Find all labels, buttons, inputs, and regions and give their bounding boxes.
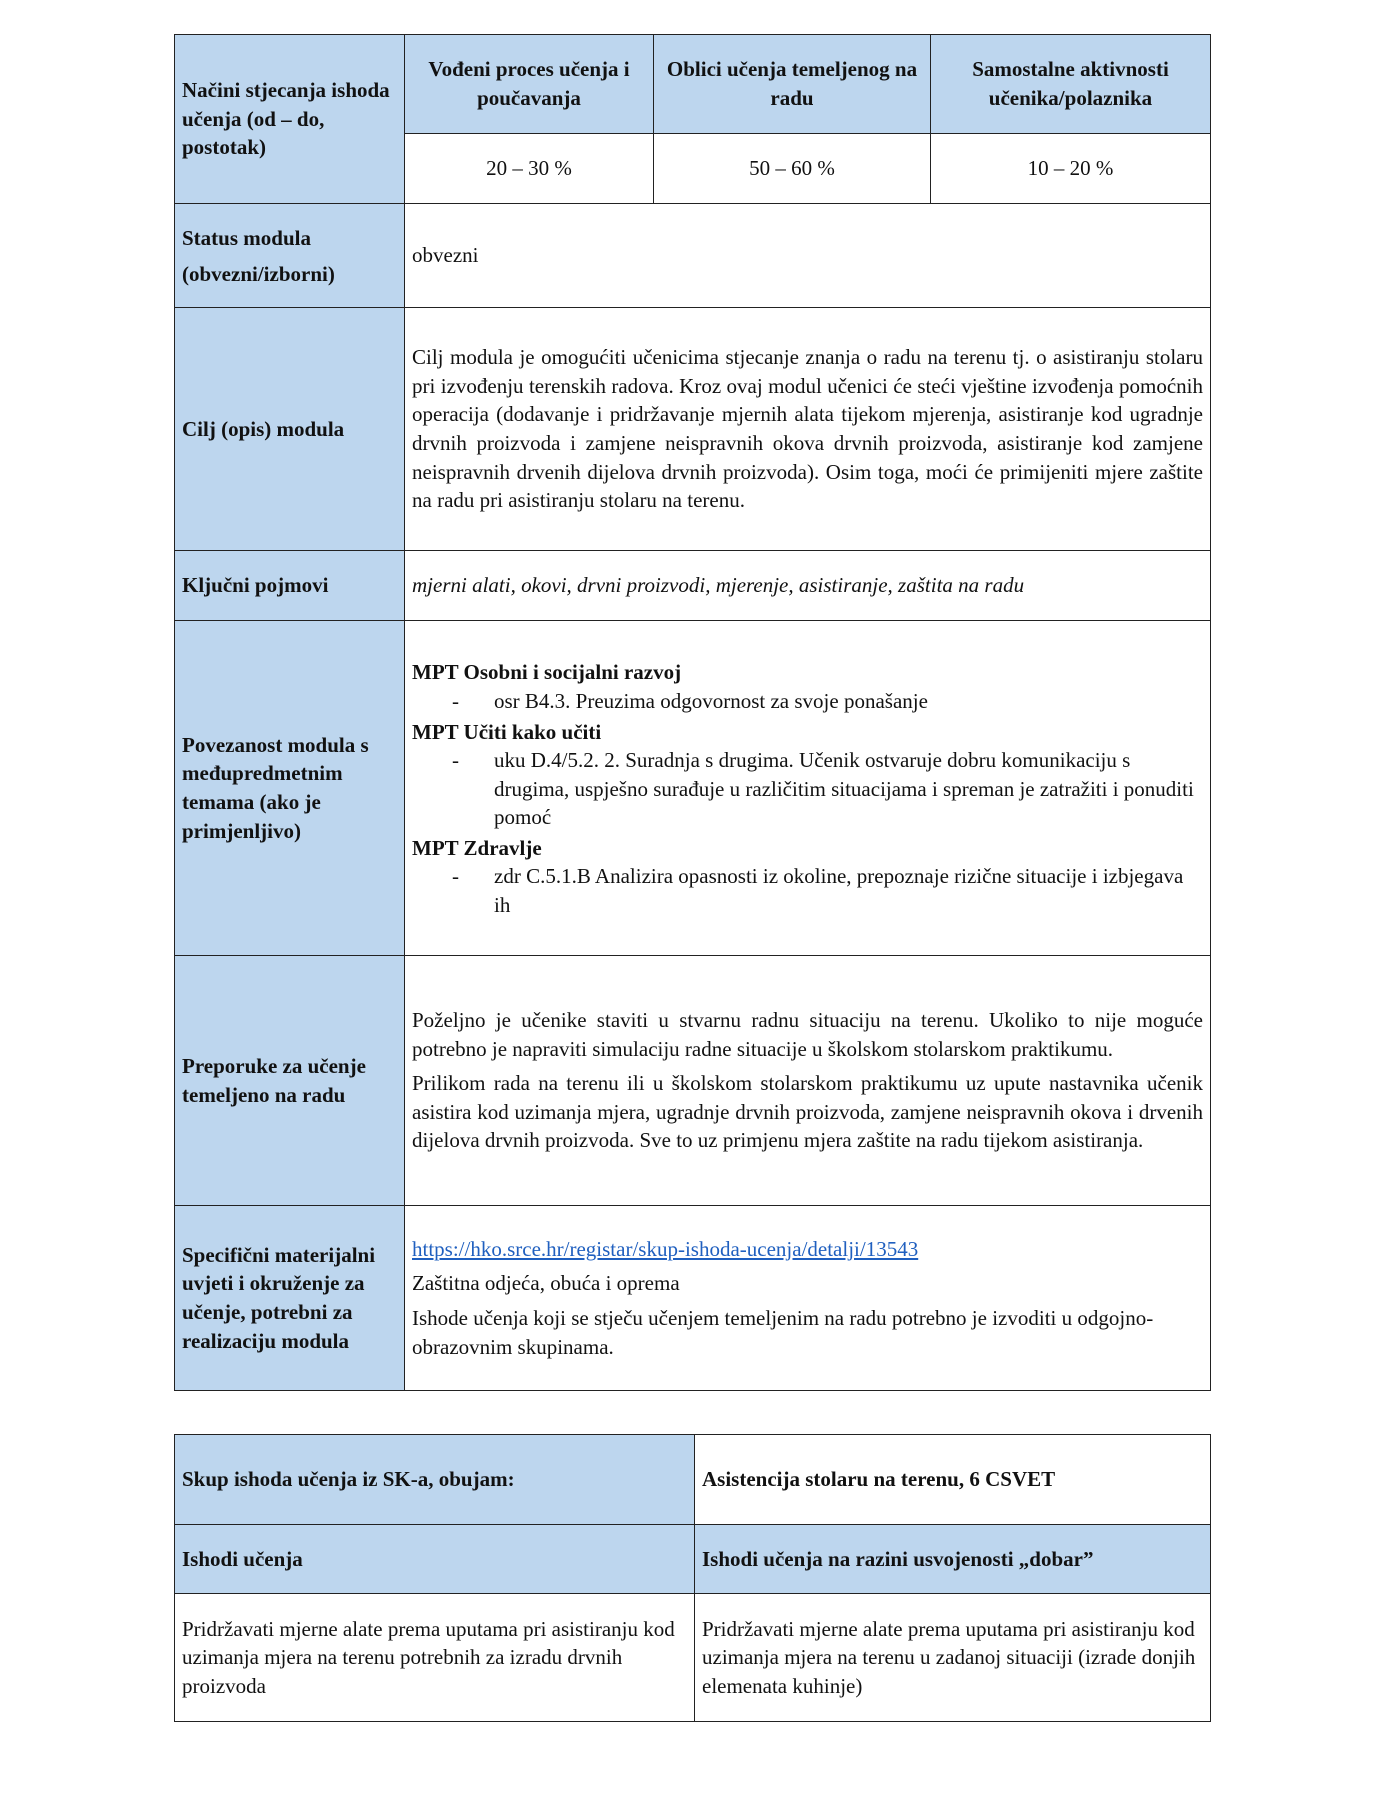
cilj-label: Cilj (opis) modula [175,308,405,551]
module-table [174,34,1211,1391]
kljucni-label: Ključni pojmovi [175,551,405,621]
bullet: - [452,688,459,713]
mpt-title: MPT Osobni i socijalni razvoj [412,660,682,685]
outcomes-table [174,1434,1211,1722]
cilj-value: Cilj modula je omogućiti učenicima stjecanje znanja o radu na terenu tj. o asistiranju stolaru pri izvođenju terenskih radova. Kroz ovaj modul učenici će steći vještine izvođenja pomoćnih operacija (dodavanje i pridržavanje mjernih alata tijekom mjerenja, asistiranje kod ugradnje drvnih proizvoda i zamjene neispravnih okova drvnih proizvoda, asistiranje kod zamjene neispravnih drvenih dijelova drvnih proizvoda). Osim toga, moći će primijeniti mjere zaštite na radu pri asistiranju stolaru na terenu. [405,308,1211,551]
povezanost-label: Povezanost modula s međupredmetnim temama (ako je primjenljivo) [175,621,405,956]
preporuke-value [405,956,1211,1206]
skup-label: Skup ishoda učenja iz SK-a, obujam: [175,1435,695,1525]
header-samostalne: Samostalne aktivnosti učenika/polaznika [931,35,1211,134]
value-samostalne: 10 – 20 % [931,134,1211,204]
specificni-paragraph: Ishode učenja koji se stječu učenjem temeljenim na radu potrebno je izvoditi u odgojno-obrazovnim skupinama. [412,1306,1154,1359]
specificni-label: Specifični materijalni uvjeti i okruženje za učenje, potrebni za realizaciju modula [175,1206,405,1391]
header-oblici: Oblici učenja temeljenog na radu [654,35,931,134]
specificni-paragraph: Zaštitna odjeća, obuća i oprema [412,1271,680,1296]
value-vodeni: 20 – 30 % [405,134,654,204]
preporuke-paragraph: Poželjno je učenike staviti u stvarnu radnu situaciju na terenu. Ukoliko to nije moguće potrebno je napraviti simulaciju radne situacije u školskom stolarskom praktikumu. [412,1008,1203,1061]
list-item [412,687,1203,716]
hko-link[interactable]: https://hko.srce.hr/registar/skup-ishoda-ucenja/detalji/13543 [412,1236,919,1261]
preporuke-label: Preporuke za učenje temeljeno na radu [175,956,405,1206]
preporuke-paragraph: Prilikom rada na terenu ili u školskom stolarskom praktikumu uz upute nastavnika učenik asistira kod uzimanja mjera, ugradnje drvnih proizvoda, zamjene neispravnih okova i drvenih dijelova drvnih proizvoda. Sve to uz primjenu mjera zaštite na radu tijekom asistiranja. [412,1071,1203,1153]
skup-value: Asistencija stolaru na terenu, 6 CSVET [695,1435,1211,1525]
list-item-text: osr B4.3. Preuzima odgovornost za svoje ponašanje [494,688,928,713]
header-vodeni: Vođeni proces učenja i poučavanja [405,35,654,134]
status-label: Status modula (obvezni/izborni) [175,204,405,308]
list-item-text: uku D.4/5.2. 2. Suradnja s drugima. Učenik ostvaruje dobru komunikaciju s drugima, uspješno surađuje u različitim situacijama i spreman je zatražiti i ponuditi pomoć [494,748,1194,830]
col-ishodi-dobar: Ishodi učenja na razini usvojenosti „dobar” [695,1525,1211,1594]
nacini-label: Načini stjecanja ishoda učenja (od – do, postotak) [175,35,405,204]
ishod-dobar-cell: Pridržavati mjerne alate prema uputama pri asistiranju kod uzimanja mjera na terenu u zadanoj situaciji (izrade donjih elemenata kuhinje) [695,1594,1211,1722]
povezanost-value [405,621,1211,956]
bullet: - [452,864,459,889]
ishod-cell: Pridržavati mjerne alate prema uputama pri asistiranju kod uzimanja mjera na terenu potrebnih za izradu drvnih proizvoda [175,1594,695,1722]
specificni-value [405,1206,1211,1391]
mpt-title: MPT Učiti kako učiti [412,719,602,744]
kljucni-value: mjerni alati, okovi, drvni proizvodi, mjerenje, asistiranje, zaštita na radu [405,551,1211,621]
status-value: obvezni [405,204,1211,308]
bullet: - [452,748,459,773]
list-item [412,746,1203,832]
mpt-title: MPT Zdravlje [412,835,542,860]
list-item-text: zdr C.5.1.B Analizira opasnosti iz okoline, prepoznaje rizične situacije i izbjegava ih [494,864,1184,918]
col-ishodi: Ishodi učenja [175,1525,695,1594]
value-oblici: 50 – 60 % [654,134,931,204]
list-item [412,862,1203,919]
